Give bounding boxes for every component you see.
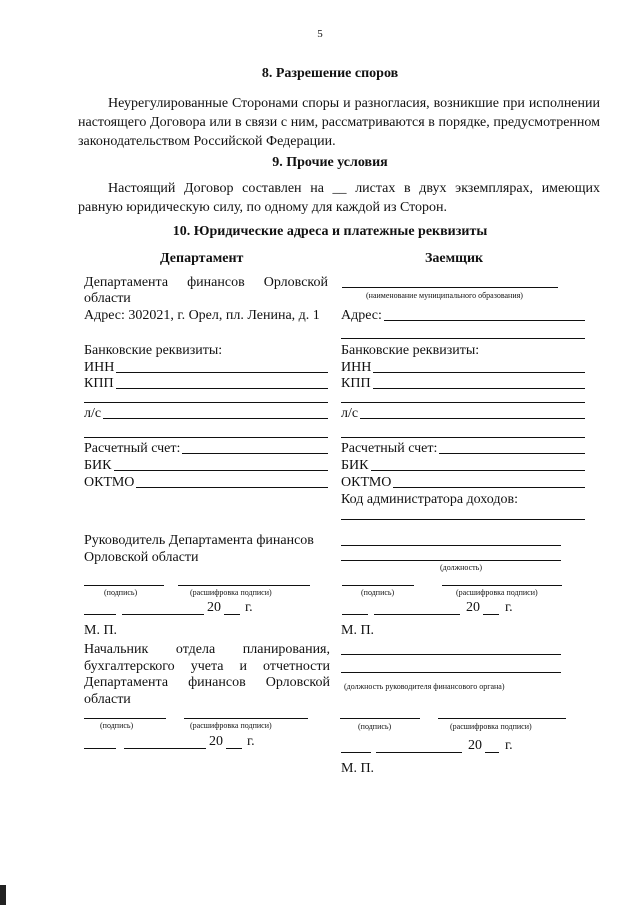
right-position-line-1	[341, 545, 561, 546]
left-address: Адрес: 302021, г. Орел, пл. Ленина, д. 1	[84, 308, 320, 323]
right-signature-line	[342, 585, 414, 586]
left-oktmo-label: ОКТМО	[84, 475, 135, 490]
right-date-month-line-2	[376, 752, 462, 753]
left-date-year: 20	[207, 600, 221, 615]
right-admin-code-label: Код администратора доходов:	[341, 492, 518, 507]
right-admin-code-line	[341, 519, 585, 520]
left-account-label: Расчетный счет:	[84, 441, 181, 456]
left-decode-line	[178, 585, 310, 586]
right-blank-line	[341, 402, 585, 403]
right-decode-line-2	[438, 718, 566, 719]
right-position-caption: (должность)	[440, 563, 482, 572]
right-date-day-line-2	[341, 752, 371, 753]
right-date-month-line	[374, 614, 460, 615]
left-date-year-2: 20	[209, 734, 223, 749]
left-signature-caption-2: (подпись)	[100, 721, 134, 730]
left-decode-caption-2: (расшифровка подписи)	[190, 721, 272, 730]
right-account-field	[341, 440, 585, 457]
left-chief-title: Начальник отдела планирования,	[84, 642, 330, 657]
right-muni-caption: (наименование муниципального образования)	[366, 291, 523, 300]
section-10-heading: 10. Юридические адреса и платежные реквизиты	[172, 224, 488, 239]
left-ls-label: л/с	[84, 406, 102, 421]
left-decode-line-2	[184, 718, 308, 719]
right-fin-position-caption: (должность руководителя финансового органа)	[344, 682, 505, 691]
right-account-label: Расчетный счет:	[341, 441, 438, 456]
right-muni-line	[342, 287, 558, 288]
left-date-month-line-2	[124, 748, 206, 749]
left-oktmo-field	[84, 474, 328, 491]
right-position-line-2	[341, 560, 561, 561]
left-date-month-line	[122, 614, 204, 615]
left-signature-line-2	[84, 718, 166, 719]
right-fin-position-line-1	[341, 654, 561, 655]
right-date-g-2: г.	[505, 738, 513, 753]
left-chief-title-4: области	[84, 692, 131, 707]
right-signature-line-2	[340, 718, 420, 719]
left-ls-field	[84, 405, 328, 422]
left-blank-line-2	[84, 437, 328, 438]
left-bank-label: Банковские реквизиты:	[84, 343, 223, 358]
right-date-year-line-2	[485, 752, 499, 753]
left-head-title-cont: Орловской области	[84, 550, 199, 565]
right-decode-line	[442, 585, 562, 586]
left-kpp-field	[84, 375, 328, 392]
left-bik-field	[84, 457, 328, 474]
left-bik-label: БИК	[84, 458, 112, 473]
right-decode-caption: (расшифровка подписи)	[456, 588, 538, 597]
right-column-header: Заемщик	[425, 251, 484, 266]
right-signature-caption-2: (подпись)	[358, 722, 392, 731]
right-date-day-line	[342, 614, 368, 615]
section-9-text: Настоящий Договор составлен на __ листах в двух экземплярах, имеющих равную юридическую силу, по одному для каждой из Сторон.	[78, 181, 600, 215]
section-8-heading: 8. Разрешение споров	[261, 66, 399, 81]
left-stamp-mp: М. П.	[84, 623, 118, 638]
left-inn-label: ИНН	[84, 360, 115, 375]
left-org-name: Департамента финансов Орловской	[84, 275, 328, 290]
right-signature-caption: (подпись)	[361, 588, 395, 597]
right-inn-field	[341, 359, 585, 376]
left-account-field	[84, 440, 328, 457]
left-signature-caption: (подпись)	[104, 588, 138, 597]
left-date-day-line	[84, 614, 116, 615]
right-date-year-2: 20	[468, 738, 482, 753]
right-address-label: Адрес:	[341, 308, 382, 323]
right-ls-label: л/с	[341, 406, 359, 421]
right-bik-label: БИК	[341, 458, 369, 473]
left-date-g: г.	[245, 600, 253, 615]
left-column-header: Департамент	[160, 251, 244, 266]
scan-edge-mark	[0, 885, 6, 905]
left-signature-line	[84, 585, 164, 586]
left-inn-field	[84, 359, 328, 376]
left-decode-caption: (расшифровка подписи)	[190, 588, 272, 597]
left-date-year-line	[224, 614, 240, 615]
right-kpp-field	[341, 375, 585, 392]
right-date-year-line	[483, 614, 499, 615]
right-stamp-mp: М. П.	[341, 623, 375, 638]
right-kpp-label: КПП	[341, 376, 371, 391]
right-bik-field	[341, 457, 585, 474]
left-org-name-cont: области	[84, 291, 131, 306]
section-8-text: Неурегулированные Сторонами споры и разногласия, возникшие при исполнении настоящего Договора или в связи с ним, рассматриваются в порядке, предусмотренном законодательством Российской Федерации.	[78, 96, 600, 149]
left-date-day-line-2	[84, 748, 116, 749]
left-chief-title-3: Департамента финансов Орловской	[84, 675, 330, 690]
left-blank-line	[84, 402, 328, 403]
right-address-line-2	[341, 338, 585, 339]
right-stamp-mp-2: М. П.	[341, 761, 375, 776]
right-oktmo-field	[341, 474, 585, 491]
right-inn-label: ИНН	[341, 360, 372, 375]
right-bank-label: Банковские реквизиты:	[341, 343, 480, 358]
right-oktmo-label: ОКТМО	[341, 475, 392, 490]
right-date-year: 20	[466, 600, 480, 615]
left-date-year-line-2	[226, 748, 242, 749]
right-decode-caption-2: (расшифровка подписи)	[450, 722, 532, 731]
page-number: 5	[317, 28, 323, 40]
left-chief-title-2: бухгалтерского учета и отчетности	[84, 659, 330, 674]
section-9-heading: 9. Прочие условия	[272, 155, 388, 170]
left-head-title: Руководитель Департамента финансов	[84, 533, 314, 548]
right-fin-position-line-2	[341, 672, 561, 673]
left-kpp-label: КПП	[84, 376, 114, 391]
right-blank-line-2	[341, 437, 585, 438]
left-date-g-2: г.	[247, 734, 255, 749]
right-date-g: г.	[505, 600, 513, 615]
right-address-field	[341, 307, 585, 324]
right-ls-field	[341, 405, 585, 422]
